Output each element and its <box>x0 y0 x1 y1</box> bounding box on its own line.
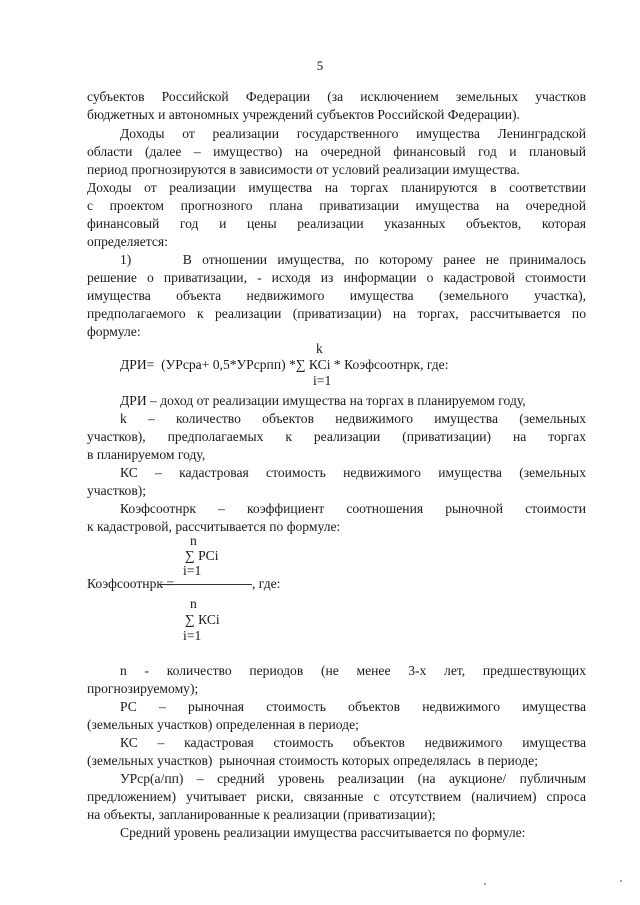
para1-line-1: субъектов Российской Федерации (за исключением земельных участков <box>87 89 586 104</box>
para3-line-1: Доходы от реализации имущества на торгах планируются в соответствии <box>87 180 586 195</box>
para2-line-2: области (далее – имущество) на очередной финансовый год и плановый <box>87 144 586 159</box>
formula2-lhs: Коэфсоотнрк = <box>87 576 175 591</box>
def-ursr-line-2: предложением) учитывает риски, связанные с отсутствием (наличием) спроса <box>87 789 586 804</box>
formula2-num-lower: i=1 <box>183 563 202 578</box>
def-ks2-line-2: (земельных участков) рыночная стоимость которых определялась в периоде; <box>87 753 538 768</box>
formula2-den-sum: ∑ КСi <box>185 612 220 627</box>
final-line: Средний уровень реализации имущества рассчитывается по формуле: <box>120 825 526 840</box>
para2-line-1: Доходы от реализации государственного имущества Ленинградской <box>120 126 586 141</box>
def-k-line-2: участков), предполагаемых к реализации (приватизации) на торгах <box>87 429 586 444</box>
formula2-fraction-bar <box>160 584 252 585</box>
para3-line-2: с проектом прогнозного плана приватизации имущества на очередной <box>87 198 586 213</box>
para4-line-4: предполагаемого к реализации (приватизации) на торгах, рассчитывается по <box>87 306 586 321</box>
scan-speck <box>484 883 486 885</box>
def-pc-line-2: (земельных участков) определенная в периоде; <box>87 717 359 732</box>
def-koef-line-1: Коэфсоотнрк – коэффициент соотношения рыночной стоимости <box>120 501 586 516</box>
formula1-upper-limit: k <box>316 341 323 356</box>
def-k-line-1: k – количество объектов недвижимого имущества (земельных <box>120 411 586 426</box>
para2-line-3: период прогнозируются в зависимости от условий реализации имущества. <box>87 162 520 177</box>
formula2-den-upper: n <box>190 596 197 611</box>
def-k-line-3: в планируемом году, <box>87 447 206 462</box>
para3-line-4: определяется: <box>87 234 168 249</box>
def-dri: ДРИ – доход от реализации имущества на торгах в планируемом году, <box>120 393 526 408</box>
para4-line-3: имущества объекта недвижимого имущества (земельного участка), <box>87 288 586 303</box>
def-koef-line-2: к кадастровой, рассчитывается по формуле: <box>87 519 341 534</box>
formula2-rhs: , где: <box>252 576 281 591</box>
def-pc-line-1: РС – рыночная стоимость объектов недвижимого имущества <box>120 699 586 714</box>
formula1-main: ДРИ= (УРсра+ 0,5*УРсрпп) *∑ КСi * Коэфсоотнрк, где: <box>120 357 449 372</box>
para1-line-2: бюджетных и автономных учреждений субъектов Российской Федерации). <box>87 107 520 122</box>
para4-line-5: формуле: <box>87 324 141 339</box>
def-ursr-line-1: УРср(а/пп) – средний уровень реализации (на аукционе/ публичным <box>120 771 586 786</box>
formula2-num-sum: ∑ PCi <box>185 548 219 563</box>
para3-line-3: финансовый год и цены реализации указанных объектов, которая <box>87 216 586 231</box>
para4-line-2: решение о приватизации, - исходя из информации о кадастровой стоимости <box>87 270 586 285</box>
def-ks2-line-1: КС – кадастровая стоимость объектов недвижимого имущества <box>120 735 586 750</box>
def-ks-line-1: КС – кадастровая стоимость недвижимого имущества (земельных <box>120 465 586 480</box>
def-n-line-1: n - количество периодов (не менее 3-х лет, предшествующих <box>120 663 586 678</box>
formula2-den-lower: i=1 <box>183 628 202 643</box>
def-ks-line-2: участков); <box>87 483 147 498</box>
def-ursr-line-3: на объекты, запланированные к реализации (приватизации); <box>87 807 436 822</box>
formula1-lower-limit: i=1 <box>313 373 332 388</box>
scan-speck <box>620 880 622 882</box>
def-n-line-2: прогнозируемому); <box>87 681 199 696</box>
formula2-num-upper: n <box>190 533 197 548</box>
para4-line-1: 1) В отношении имущества, по которому ранее не принималось <box>120 252 586 267</box>
page-number: 5 <box>316 58 324 73</box>
